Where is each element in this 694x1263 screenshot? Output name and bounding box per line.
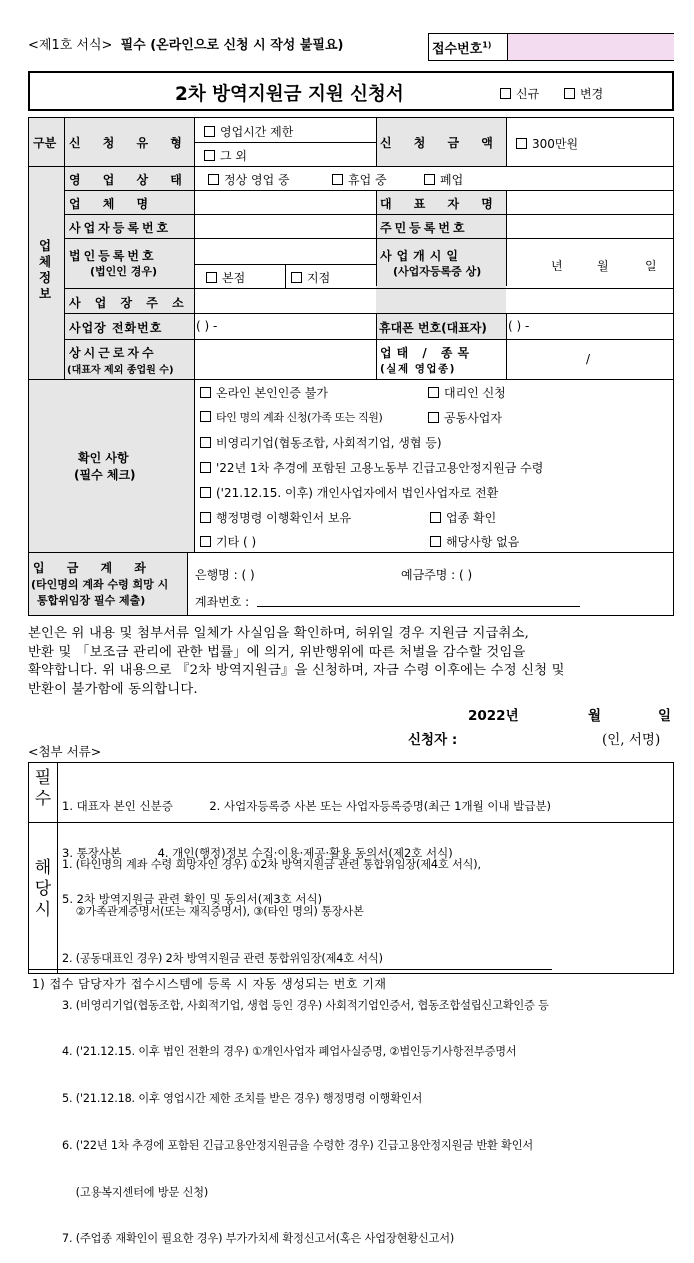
- tel-field[interactable]: ( ) -: [196, 319, 218, 333]
- confirm-checkbox[interactable]: [200, 536, 211, 547]
- required-item: 1. 대표자 본인 신분증 2. 사업자등록증 사본 또는 사업자등록증명(최근 1개월 이내 발급분): [62, 799, 552, 813]
- branch-checkbox[interactable]: [291, 272, 302, 283]
- restriction-checkbox[interactable]: [204, 126, 215, 137]
- confirm-checkbox[interactable]: [428, 387, 439, 398]
- open-year: 년: [551, 259, 563, 273]
- confirm-checkbox[interactable]: [200, 487, 211, 498]
- new-checkbox[interactable]: [500, 88, 511, 99]
- date-day: 일: [658, 708, 672, 724]
- new-option[interactable]: 신규: [500, 85, 539, 102]
- industry-label: 업태 / 종목: [380, 346, 475, 360]
- form-number-text: <제1호 서식>: [28, 38, 113, 53]
- biz-reg-no-label: 사업자등록번호: [69, 221, 172, 235]
- holder-field[interactable]: 예금주명 : ( ): [401, 568, 473, 582]
- applicable-item: (고용복지센터에 방문 신청): [62, 1185, 209, 1199]
- confirm-item[interactable]: 타인 명의 계좌 신청(가족 또는 직원): [200, 409, 382, 425]
- open-date-sub: (사업자등록증 상): [393, 265, 482, 278]
- status-closed-temp-checkbox[interactable]: [332, 174, 343, 185]
- mobile-field[interactable]: ( ) -: [508, 319, 530, 333]
- hq-option[interactable]: 본점: [206, 269, 245, 286]
- corp-reg-no-sub: (법인인 경우): [90, 265, 158, 278]
- applicable-item: ②가족관계증명서(또는 재직증명서), ③(타인 명의) 통장사본: [62, 904, 364, 918]
- applicable-items: [62, 826, 549, 1263]
- representative-label: 대 표 자 명: [380, 197, 502, 211]
- confirm-item[interactable]: 행정명령 이행확인서 보유: [200, 509, 351, 526]
- status-normal-checkbox[interactable]: [208, 174, 219, 185]
- account-label: 입 금 계 좌: [33, 561, 155, 575]
- title-box: [28, 71, 674, 111]
- open-day: 일: [645, 259, 657, 273]
- applicable-item: 6. ('22년 1차 추경에 포함된 긴급고용안정지원금을 수령한 경우) 긴급고용안정지원금 반환 확인서: [62, 1138, 534, 1152]
- confirm-item[interactable]: 대리인 신청: [428, 384, 506, 401]
- declaration-line: 확약합니다. 위 내용으로 『2차 방역지원금』을 신청하며, 자금 수령 이후에는 수정 신청 및: [28, 663, 565, 678]
- confirm-checkbox[interactable]: [200, 387, 211, 398]
- tel-label: 사업장 전화번호: [69, 321, 163, 335]
- amount-label: 신 청 금 액: [380, 136, 502, 150]
- applicable-head: 해당시: [34, 858, 52, 920]
- industry-separator: /: [586, 352, 591, 366]
- other-checkbox[interactable]: [204, 150, 215, 161]
- application-type-label: 신 청 유 형: [69, 136, 191, 150]
- applicable-item: 4. ('21.12.15. 이후 법인 전환의 경우) ①개인사업자 폐업사실증명, ②법인등기사항전부증명서: [62, 1045, 517, 1059]
- declaration-line: 반환이 불가함에 동의합니다.: [28, 681, 198, 697]
- confirm-checkbox[interactable]: [200, 411, 211, 422]
- applicant-label: 신청자 :: [408, 732, 458, 748]
- applicant-sign[interactable]: (인, 서명): [602, 732, 661, 748]
- open-month: 월: [597, 259, 609, 273]
- status-closed[interactable]: 폐업: [424, 171, 463, 188]
- bank-field[interactable]: 은행명 : ( ): [195, 568, 255, 582]
- status-normal[interactable]: 정상 영업 중: [208, 171, 290, 188]
- confirm-item[interactable]: 업종 확인: [430, 509, 496, 526]
- confirm-checkbox[interactable]: [430, 536, 441, 547]
- applicable-item: 5. ('21.12.18. 이후 영업시간 제한 조치를 받은 경우) 행정명령 이행확인서: [62, 1092, 423, 1106]
- confirm-label: 확인 사항: [78, 451, 129, 465]
- applicable-item: 1. (타인명의 계좌 수령 희망자인 경우) ①2차 방역지원금 관련 통합위임장(제4호 서식),: [62, 858, 481, 872]
- amount-option[interactable]: 300만원: [516, 135, 578, 152]
- representative-field[interactable]: [508, 191, 672, 213]
- confirm-item[interactable]: '22년 1차 추경에 포함된 고용노동부 긴급고용안정지원금 수령: [200, 459, 543, 476]
- confirm-item[interactable]: 공동사업자: [428, 409, 502, 426]
- amount-checkbox[interactable]: [516, 138, 527, 149]
- required-note: 필수 (온라인으로 신청 시 작성 불필요): [120, 38, 344, 53]
- employees-sub: (대표자 제외 종업원 수): [67, 365, 174, 376]
- applicable-item: 7. (주업종 재확인이 필요한 경우) 부가가치세 확정신고서(혹은 사업장현황신고서): [62, 1232, 455, 1246]
- receipt-number-field[interactable]: [507, 34, 674, 60]
- declaration: [28, 625, 676, 699]
- mobile-label: 휴대폰 번호(대표자): [379, 321, 487, 335]
- change-option[interactable]: 변경: [564, 85, 603, 102]
- gubun-label: 구분: [33, 136, 57, 150]
- account-no-field[interactable]: [257, 606, 580, 607]
- company-name-label: 업 체 명: [69, 197, 158, 211]
- confirm-item[interactable]: 해당사항 없음: [430, 533, 519, 550]
- required-head: 필수: [34, 768, 52, 809]
- receipt-box: [428, 33, 674, 61]
- declaration-line: 반환 및 「보조금 관리에 관한 법률」에 의거, 위반행위에 따른 처벌을 감수할 것임을: [28, 644, 526, 660]
- confirm-checkbox[interactable]: [200, 512, 211, 523]
- rrn-label: 주민등록번호: [380, 221, 468, 235]
- company-name-field[interactable]: [196, 191, 374, 213]
- account-no-label: 계좌번호 :: [195, 595, 250, 609]
- confirm-checkbox[interactable]: [430, 512, 441, 523]
- confirm-item[interactable]: 기타 ( ): [200, 533, 256, 550]
- form-number: [28, 34, 343, 53]
- required-item: 3. 통장사본 4. 개인(행정)정보 수집·이용·제공·활용 동의서(제2호 서식): [62, 845, 453, 860]
- industry-sub: (실제 영업종): [380, 363, 456, 375]
- confirm-item[interactable]: ('21.12.15. 이후) 개인사업자에서 법인사업자로 전환: [200, 484, 498, 501]
- confirm-item[interactable]: 비영리기업(협동조합, 사회적기업, 생협 등): [200, 434, 442, 451]
- address-field[interactable]: [196, 289, 672, 312]
- required-item: 5. 2차 방역지원금 관련 확인 및 동의서(제3호 서식): [62, 892, 323, 906]
- date-year: 2022년: [468, 708, 519, 724]
- branch-option[interactable]: 지점: [291, 269, 330, 286]
- confirm-item[interactable]: 온라인 본인인증 불가: [200, 384, 328, 401]
- receipt-label: 접수번호$^{1)}$: [432, 40, 492, 57]
- employees-field[interactable]: [196, 340, 374, 378]
- business-info-label: 업체정보: [39, 238, 52, 301]
- biz-reg-no-field[interactable]: [196, 215, 374, 237]
- declaration-line: 본인은 위 내용 및 첨부서류 일체가 사실임을 확인하며, 허위일 경우 지원금 지급취소,: [28, 626, 530, 641]
- confirm-sub: (필수 체크): [74, 468, 136, 482]
- change-checkbox[interactable]: [564, 88, 575, 99]
- account-sub1: (타인명의 계좌 수령 희망 시: [31, 578, 169, 591]
- corp-reg-no-label: 법인등록번호: [69, 249, 157, 263]
- attachments-title: <첨부 서류>: [28, 744, 102, 759]
- status-closed-checkbox[interactable]: [424, 174, 435, 185]
- applicable-item: 3. (비영리기업(협동조합, 사회적기업, 생협 등인 경우) 사회적기업인증서, 협동조합설립신고확인증 등: [62, 998, 549, 1012]
- confirm-checkbox[interactable]: [200, 437, 211, 448]
- status-label: 영 업 상 태: [69, 173, 191, 187]
- open-date-label: 사업개시일: [380, 249, 463, 263]
- account-sub2: 통합위임장 필수 제출): [37, 594, 146, 607]
- page-title: 2차 방역지원금 지원 신청서: [175, 84, 404, 105]
- address-label: 사 업 장 주 소: [69, 296, 189, 310]
- confirm-checkbox[interactable]: [428, 412, 439, 423]
- applicable-item: 2. (공동대표인 경우) 2차 방역지원금 관련 통합위임장(제4호 서식): [62, 951, 383, 965]
- type-option-other[interactable]: 그 외: [204, 147, 247, 164]
- footnote-divider: [28, 969, 552, 970]
- rrn-field[interactable]: [508, 215, 672, 237]
- footnote: 1) 접수 담당자가 접수시스템에 등록 시 자동 생성되는 번호 기재: [32, 977, 387, 991]
- type-option-restriction[interactable]: 영업시간 제한: [204, 123, 293, 140]
- status-closed-temp[interactable]: 휴업 중: [332, 171, 387, 188]
- confirm-checkbox[interactable]: [200, 462, 211, 473]
- employees-label: 상시근로자수: [69, 346, 157, 360]
- hq-checkbox[interactable]: [206, 272, 217, 283]
- date-month: 월: [588, 708, 602, 724]
